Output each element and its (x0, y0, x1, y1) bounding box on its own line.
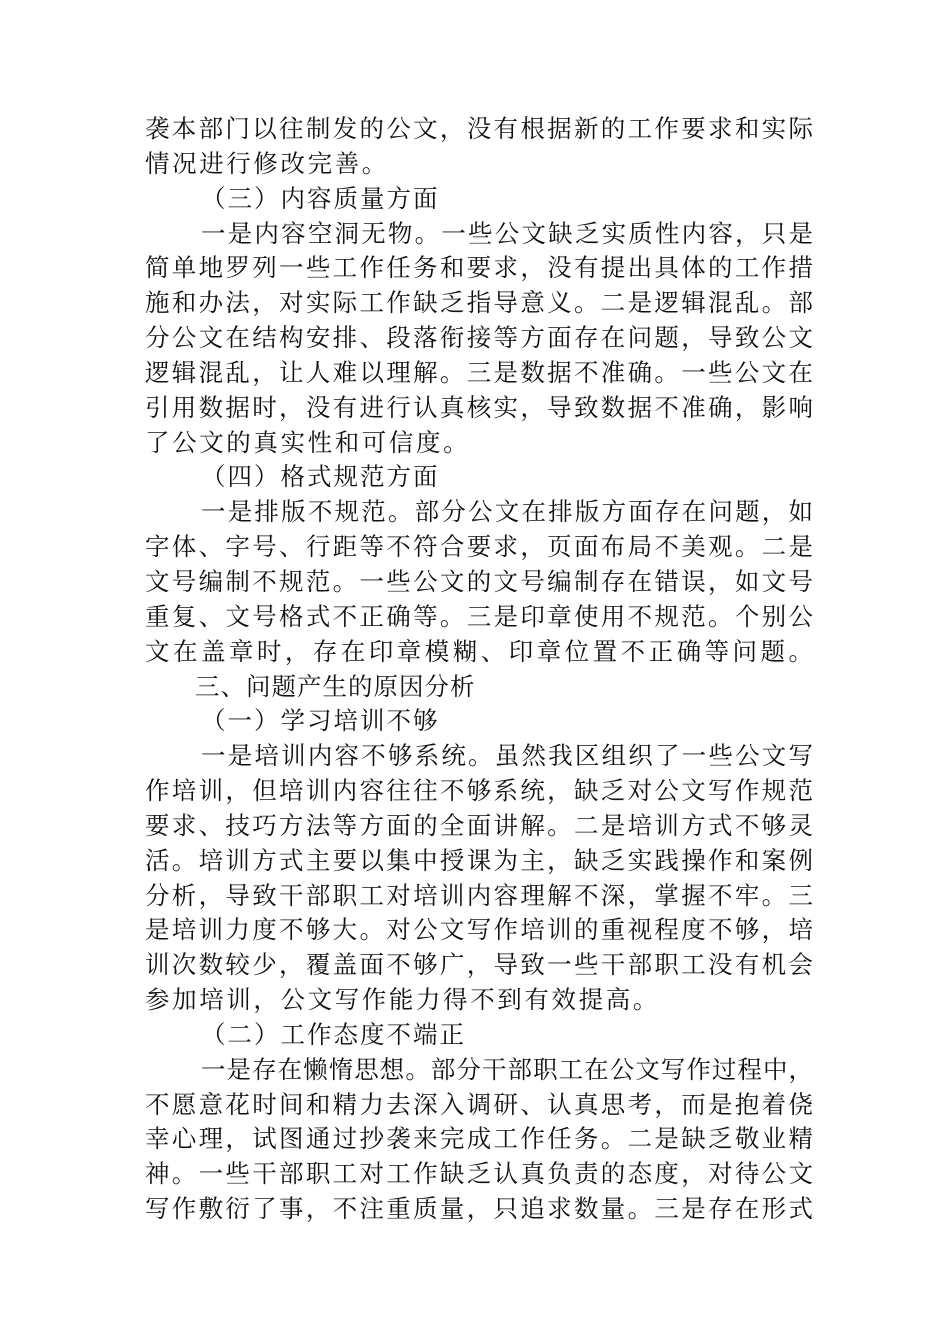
paragraph-first-line: 一是培训内容不够系统。虽然我区组织了一些公文写 (201, 741, 813, 771)
body-text-line: 文号编制不规范。一些公文的文号编制存在错误，如文号 (145, 566, 813, 596)
body-text-line: 神。一些干部职工对工作缺乏认真负责的态度，对待公文 (145, 1159, 813, 1189)
body-text-line: 分析，导致干部职工对培训内容理解不深，掌握不牢。三 (145, 880, 813, 910)
body-text-line: 施和办法，对实际工作缺乏指导意义。二是逻辑混乱。部 (145, 288, 813, 318)
body-text-line: 幸心理，试图通过抄袭来完成工作任务。二是缺乏敬业精 (145, 1124, 813, 1154)
document-page (145, 112, 813, 1227)
body-text-line: 文在盖章时，存在印章模糊、印章位置不正确等问题。 (145, 636, 813, 666)
body-text-line: 写作敷衍了事，不注重质量，只追求数量。三是存在形式 (145, 1194, 813, 1224)
body-text-line: 字体、字号、行距等不符合要求，页面布局不美观。二是 (145, 532, 813, 562)
body-text-line: 逻辑混乱，让人难以理解。三是数据不准确。一些公文在 (145, 357, 813, 387)
subsection-heading: （三）内容质量方面 (201, 183, 440, 213)
body-text-line: 是培训力度不够大。对公文写作培训的重视程度不够，培 (145, 915, 813, 945)
paragraph-first-line: 一是存在懒惰思想。部分干部职工在公文写作过程中， (201, 1054, 813, 1084)
body-text-line: 训次数较少，覆盖面不够广，导致一些干部职工没有机会 (145, 950, 813, 980)
subsection-heading: （四）格式规范方面 (201, 462, 440, 492)
section-heading: 三、问题产生的原因分析 (195, 671, 476, 701)
body-text-line: 引用数据时，没有进行认真核实，导致数据不准确，影响 (145, 392, 813, 422)
body-text-line: 袭本部门以往制发的公文，没有根据新的工作要求和实际 (145, 114, 813, 143)
body-text-line: 要求、技巧方法等方面的全面讲解。二是培训方式不够灵 (145, 810, 813, 840)
body-text-line: 简单地罗列一些工作任务和要求，没有提出具体的工作措 (145, 253, 813, 283)
body-text-line: 活。培训方式主要以集中授课为主，缺乏实践操作和案例 (145, 845, 813, 875)
body-text-line: 分公文在结构安排、段落衔接等方面存在问题，导致公文 (145, 323, 813, 353)
paragraph-last-line: 参加培训，公文写作能力得不到有效提高。 (145, 985, 660, 1015)
paragraph-first-line: 一是内容空洞无物。一些公文缺乏实质性内容，只是 (201, 218, 813, 248)
body-text-line: 重复、文号格式不正确等。三是印章使用不规范。个别公 (145, 601, 813, 631)
paragraph-last-line: 情况进行修改完善。 (145, 148, 389, 178)
paragraph-last-line: 了公文的真实性和可信度。 (145, 427, 471, 457)
subsection-heading: （二）工作态度不端正 (201, 1019, 466, 1049)
subsection-heading: （一）学习培训不够 (201, 706, 440, 736)
paragraph-first-line: 一是排版不规范。部分公文在排版方面存在问题，如 (201, 497, 813, 527)
body-text-line: 不愿意花时间和精力去深入调研、认真思考，而是抱着侥 (145, 1089, 813, 1119)
body-text-line: 作培训，但培训内容往往不够系统，缺乏对公文写作规范 (145, 776, 813, 806)
